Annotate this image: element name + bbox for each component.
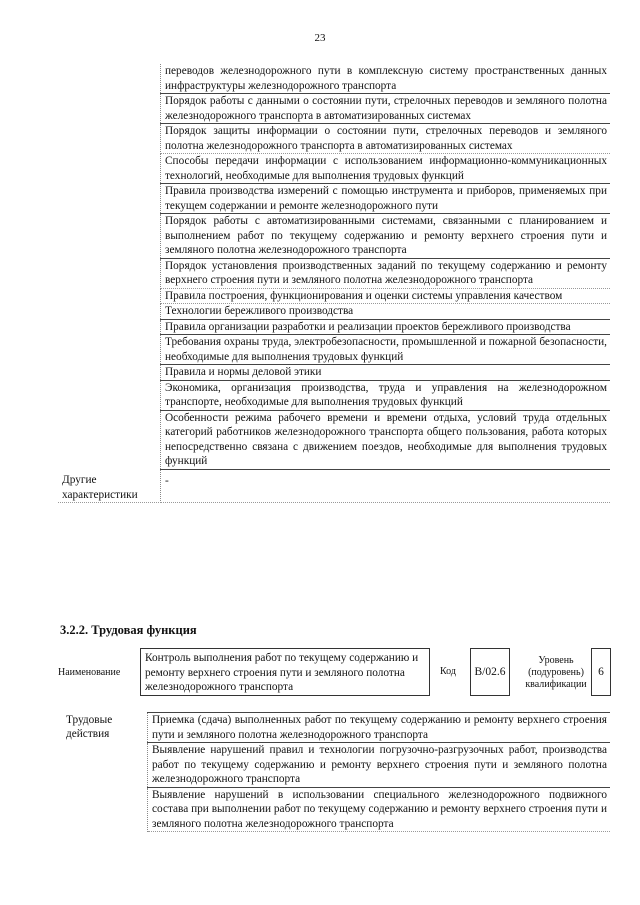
knowledge-item: Требования охраны труда, электробезопасности, промышленной и пожарной безопасности, необходимые для выполнения трудовых функций [161, 335, 611, 365]
qualification-level-label: Уровень (подуровень) квалификации [525, 655, 587, 690]
labor-action-item: Приемка (сдача) выполненных работ по текущему содержанию и ремонту верхнего строения пути и земляного полотна железнодорожного транспорта [148, 713, 611, 743]
labor-action-item: Выявление нарушений правил и технологии погрузочно-разгрузочных работ, производства работ по текущему содержанию и ремонту верхнего строения пути и земляного полотна железнодорожного транспорта [148, 743, 611, 788]
page-number: 23 [314, 32, 326, 44]
labor-function-header [58, 648, 612, 698]
knowledge-label-cell [58, 64, 161, 469]
required-knowledge-table [58, 64, 610, 503]
section-title: 3.2.2. Трудовая функция [60, 623, 197, 637]
knowledge-item: Особенности режима рабочего времени и времени отдыха, условий труда отдельных категорий работников железнодорожного транспорта общего пользования, работа которых непосредственно связана с движением поездов, необходимые для выполнения трудовых функций [161, 410, 611, 469]
knowledge-item: Порядок работы с данными о состоянии пути, стрелочных переводов и земляного полотна железнодорожного транспорта в автоматизированных системах [161, 94, 611, 124]
labor-actions-label: Трудовые действия [58, 713, 148, 832]
function-code-label: Код [440, 666, 456, 677]
labor-action-item: Выявление нарушений в использовании специального железнодорожного подвижного состава при выполнении работ по текущему содержанию и ремонту верхнего строения пути и земляного полотна железнодорожного транспорта [148, 787, 611, 832]
knowledge-item: Экономика, организация производства, труда и управления на железнодорожном транспорте, необходимые для выполнения трудовых функций [161, 380, 611, 410]
qualification-level: 6 [591, 648, 611, 696]
function-code: B/02.6 [470, 648, 510, 696]
function-name: Контроль выполнения работ по текущему содержанию и ремонту верхнего строения пути и земляного полотна железнодорожного транспорта [140, 648, 430, 696]
other-characteristics-label: Другие характеристики [58, 469, 161, 503]
knowledge-item: Технологии бережливого производства [161, 304, 611, 320]
knowledge-item: Правила производства измерений с помощью инструмента и приборов, применяемых при текущем содержании и ремонте железнодорожного пути [161, 184, 611, 214]
knowledge-item: Способы передачи информации с использованием информационно-коммуникационных технологий, необходимые для выполнения трудовых функций [161, 154, 611, 184]
knowledge-item: Порядок работы с автоматизированными системами, связанными с планированием и выполнением работ по текущему содержанию и ремонту верхнего строения пути и земляного полотна железнодорожного транспорта [161, 214, 611, 259]
labor-actions-table [58, 712, 610, 832]
knowledge-item: Правила построения, функционирования и оценки системы управления качеством [161, 288, 611, 304]
knowledge-item: Порядок установления производственных заданий по текущему содержанию и ремонту верхнего строения пути и земляного полотна железнодорожного транспорта [161, 258, 611, 288]
knowledge-item: Правила организации разработки и реализации проектов бережливого производства [161, 319, 611, 335]
other-characteristics-value: - [161, 469, 611, 503]
knowledge-item: Правила и нормы деловой этики [161, 365, 611, 381]
knowledge-item: Порядок защиты информации о состоянии пути, стрелочных переводов и земляного полотна железнодорожного транспорта в автоматизированных системах [161, 124, 611, 154]
knowledge-item: переводов железнодорожного пути в комплексную систему пространственных данных инфраструктуры железнодорожного транспорта [161, 64, 611, 94]
function-name-label: Наименование [58, 667, 121, 678]
